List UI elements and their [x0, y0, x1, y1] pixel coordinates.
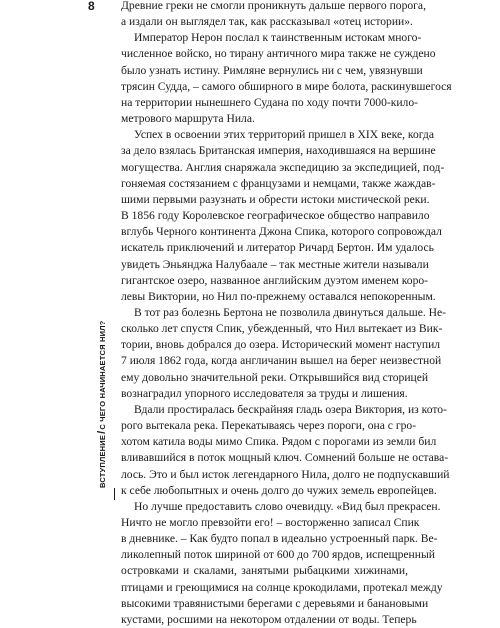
body-line: шими первыми разузнать и обрести истоки мистической реки. [121, 192, 430, 206]
body-line: вглубь Черного континента Джона Спика, которого сопровождал [121, 225, 442, 239]
body-line: на территории нынешнего Судана по ходу почти 7000-кило- [121, 95, 419, 109]
margin-rule [114, 488, 115, 500]
body-line: гоняемая состязанием с французами и немцами, также жаждав- [121, 176, 436, 190]
body-line: а издали он выглядел так, как рассказывал «отец истории». [121, 15, 413, 29]
body-line: Ничто не могло превзойти его! – восторженно записал Спик [121, 516, 420, 529]
body-line: Император Нерон послал к таинственным истокам много- [134, 31, 422, 45]
running-head-chapter: С ЧЕГО НАЧИНАЕТСЯ НИЛ? [98, 320, 107, 430]
running-head-separator: / [96, 430, 108, 434]
body-line: увидеть Эньянджа Налубаале – так местные жители называли [121, 257, 429, 271]
body-line: гигантское озеро, названное английским дуэтом именем коро- [121, 273, 429, 287]
body-line: сколько лет спустя Спик, убежденный, что Нил вытекает из Вик- [121, 322, 443, 336]
body-line: лось. Это и был исток легендарного Нила, долго не подпускавший [121, 467, 450, 481]
body-line: ликолепный поток шириной от 600 до 700 ярдов, испещренный [121, 548, 435, 562]
body-line: Вдали простиралась бескрайняя гладь озера Виктория, из кото- [134, 402, 447, 416]
body-text [121, 0, 452, 628]
body-line: хотом катила воды мимо Спика. Рядом с порогами из земли бил [121, 435, 437, 449]
body-line: левы Виктории, но Нил по-прежнему оставался непокоренным. [121, 289, 436, 303]
running-head-section: ВСТУПЛЕНИЕ [98, 434, 107, 488]
page-number: 8 [88, 0, 95, 13]
body-line: искатель приключений и литератор Ричард Бертон. Им удалось [121, 241, 434, 255]
body-line: вливавшийся в поток мощный ключ. Сомнений больше не остава- [121, 451, 449, 465]
body-line: к себе любопытных и очень долго до чужих земель европейцев. [121, 483, 437, 497]
body-line: островками и скалами, занятыми рыбацкими хижинами, [121, 564, 408, 578]
body-line: Успех в освоении этих территорий пришел в XIX веке, когда [134, 128, 434, 142]
body-line: тории, вновь добрался до озера. Исторический момент наступил [121, 338, 441, 352]
body-line: численное войско, но тирану античного мира также не суждено [121, 47, 436, 61]
body-line: Древние греки не смогли проникнуть дальше первого порога, [121, 0, 426, 12]
body-line: высокими травянистыми берегами с деревьями и банановыми [121, 596, 429, 610]
body-line: птицами и греющимися на солнце крокодилами, протекал между [121, 580, 443, 594]
body-line: ему довольно значительной реки. Открывшийся вид сторицей [121, 370, 429, 384]
body-line: могущества. Англия снаряжала экспедицию за экспедицией, под- [121, 160, 445, 174]
body-line: за дело взялась Британская империя, находившаяся на вершине [121, 144, 436, 158]
body-line: В 1856 году Королевское географическое общество направило [121, 209, 430, 223]
body-line: Но лучше предоставить слово очевидцу. «Вид был прекрасен. [134, 499, 441, 513]
body-line: метрового маршрута Нила. [121, 112, 255, 126]
body-line: В тот раз болезнь Бертона не позволила двинуться дальше. Не- [134, 305, 447, 319]
body-line: было узнать истину. Римляне вернулись ни с чем, увязнувши [121, 63, 423, 77]
body-line: кустами, росшими на некотором отдалении от воды. Теперь [121, 612, 417, 626]
body-line: 7 июля 1862 года, когда англичанин вышел на берег неизвестной [121, 354, 442, 368]
running-head [97, 321, 108, 488]
body-line: рого вытекала река. Перекатываясь через пороги, она с гро- [121, 419, 417, 433]
body-line: трясин Судда, – самого обширного в мире болота, раскинувшегося [121, 79, 452, 93]
body-line: в дневнике. – Как будто попал в идеально устроенный парк. Ве- [121, 532, 438, 546]
body-line: вознаградил упорного исследователя за труды и лишения. [121, 386, 408, 400]
